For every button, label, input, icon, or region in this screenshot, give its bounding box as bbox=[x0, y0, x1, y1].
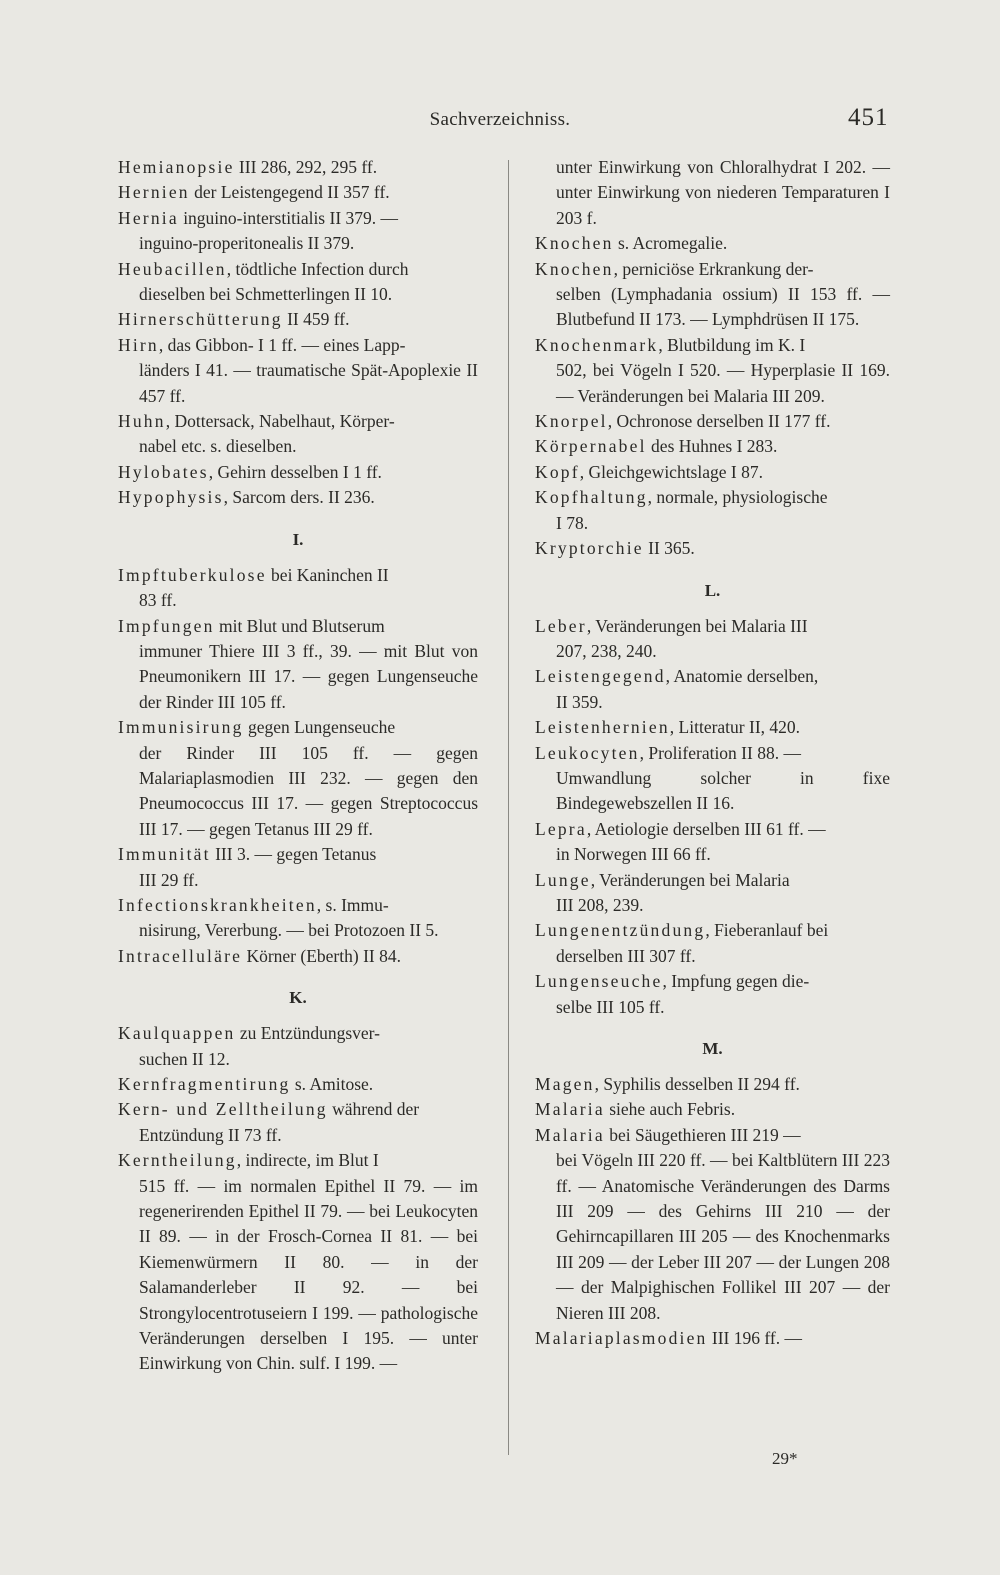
entry-continuation: 83 ff. bbox=[139, 590, 177, 611]
index-entry bbox=[118, 1097, 478, 1148]
entry-continuation: in Norwegen III 66 ff. bbox=[556, 844, 711, 865]
entry-first-line bbox=[118, 180, 478, 205]
signature-mark: 29* bbox=[772, 1449, 798, 1468]
index-entry bbox=[118, 206, 478, 257]
entry-first-line bbox=[118, 563, 478, 588]
entry-keyword: Malariaplasmodien bbox=[535, 1328, 708, 1349]
index-entry bbox=[535, 817, 890, 868]
entry-continuation: II 359. bbox=[556, 691, 603, 712]
entry-text: , Dottersack, Nabelhaut, Körper- bbox=[165, 411, 395, 432]
index-entry bbox=[118, 893, 478, 944]
entry-keyword: Impfungen bbox=[118, 615, 215, 636]
entry-keyword: Kryptorchie bbox=[535, 538, 644, 559]
entry-first-line bbox=[118, 1097, 478, 1122]
index-entry bbox=[535, 536, 890, 561]
entry-keyword: Lepra bbox=[535, 818, 587, 839]
entry-continuation: 207, 238, 240. bbox=[556, 640, 657, 661]
entry-continuation: III 29 ff. bbox=[139, 869, 199, 890]
entry-text: während der bbox=[327, 1099, 420, 1120]
entry-keyword: Körpernabel bbox=[535, 436, 647, 457]
index-entry bbox=[535, 741, 890, 817]
entry-keyword: Kopf bbox=[535, 461, 580, 482]
entry-first-line bbox=[118, 155, 478, 180]
entry-text: , Blutbildung im K. I bbox=[658, 334, 806, 355]
entry-keyword: Intracelluläre bbox=[118, 945, 243, 966]
entry-keyword: Huhn bbox=[118, 411, 166, 432]
entry-first-line bbox=[535, 536, 890, 561]
index-entry bbox=[118, 1072, 478, 1097]
entry-text: III 286, 292, 295 ff. bbox=[234, 157, 378, 177]
index-entry bbox=[535, 1072, 890, 1097]
index-entry bbox=[118, 485, 478, 510]
entry-keyword: Hypophysis bbox=[118, 487, 224, 508]
entry-text: inguino-interstitialis II 379. — bbox=[178, 207, 399, 228]
entry-continuation: suchen II 12. bbox=[139, 1048, 230, 1069]
entry-first-line bbox=[535, 1072, 890, 1097]
entry-keyword: Kerntheilung bbox=[118, 1150, 237, 1171]
entry-text: bei Kaninchen II bbox=[266, 564, 389, 585]
right-column bbox=[535, 155, 890, 1351]
section-heading: I. bbox=[292, 529, 304, 549]
entry-first-line bbox=[535, 460, 890, 485]
section-heading: L. bbox=[704, 580, 721, 600]
index-entry bbox=[535, 969, 890, 1020]
entry-keyword: Knorpel bbox=[535, 411, 608, 432]
index-entry bbox=[535, 1097, 890, 1122]
index-entry bbox=[535, 1326, 890, 1351]
index-entry bbox=[118, 409, 478, 460]
entry-keyword: Knochen bbox=[535, 233, 614, 254]
section-heading: K. bbox=[289, 988, 307, 1008]
entry-continuation: Entzündung II 73 ff. bbox=[139, 1124, 282, 1145]
entry-keyword: Immunität bbox=[118, 844, 211, 865]
index-entry bbox=[118, 460, 478, 485]
entry-text: der Leistengegend II 357 ff. bbox=[189, 182, 390, 203]
entry-text: , Proliferation II 88. — bbox=[639, 742, 801, 763]
entry-continuation: unter Einwirkung von Chloralhydrat I 202. — unter Einwirkung von niederen Temparaturen I 203 f. bbox=[556, 157, 890, 228]
entry-text: III 3. — gegen Tetanus bbox=[210, 844, 377, 865]
entry-text: , Syphilis desselben II 294 ff. bbox=[594, 1074, 800, 1094]
entry-text: III 196 ff. — bbox=[707, 1328, 802, 1349]
entry-keyword: Knochenmark bbox=[535, 334, 659, 355]
index-entry bbox=[535, 485, 890, 536]
entry-keyword: Hernia bbox=[118, 207, 179, 228]
entry-continuation: bei Vögeln III 220 ff. — bei Kaltblütern III 223 ff. — Anatomische Veränderungen des Darms III 209 — des Gehirns III 210 — der Gehirncapillaren III 205 — des Knochenmarks III 209 — der Leber III 207 — der Lungen 208 — der Malpighischen Follikel III 207 — der Nieren III 208. bbox=[556, 1150, 890, 1323]
index-entry bbox=[535, 614, 890, 665]
entry-keyword: Kern- und Zelltheilung bbox=[118, 1099, 328, 1120]
entry-continuation: nisirung, Vererbung. — bei Protozoen II 5. bbox=[139, 920, 439, 941]
entry-continuation: selbe III 105 ff. bbox=[556, 996, 665, 1017]
entry-first-line bbox=[118, 893, 478, 918]
index-entry bbox=[535, 409, 890, 434]
entry-first-line bbox=[535, 409, 890, 434]
index-entry bbox=[118, 563, 478, 614]
entry-keyword: Hylobates bbox=[118, 461, 209, 482]
entry-first-line bbox=[535, 485, 890, 510]
entry-keyword: Leukocyten bbox=[535, 742, 640, 763]
entry-continuation: I 78. bbox=[556, 512, 589, 533]
entry-first-line bbox=[118, 614, 478, 639]
index-entry bbox=[535, 460, 890, 485]
entry-text: s. Acromegalie. bbox=[613, 233, 728, 254]
index-entry bbox=[535, 868, 890, 919]
entry-keyword: Leistengegend bbox=[535, 666, 666, 687]
entry-continuation: selben (Lymphadania ossium) II 153 ff. — Blutbefund II 173. — Lymphdrüsen II 175. bbox=[556, 284, 890, 330]
entry-text: , das Gibbon- I 1 ff. — eines Lapp- bbox=[158, 334, 406, 355]
entry-first-line bbox=[118, 460, 478, 485]
entry-text: II 459 ff. bbox=[282, 309, 350, 330]
index-entry bbox=[118, 155, 478, 180]
section-heading: M. bbox=[702, 1039, 723, 1058]
entry-continuation: derselben III 307 ff. bbox=[556, 945, 696, 966]
entry-continuation: 515 ff. — im normalen Epithel II 79. — im regenerirenden Epithel II 79. — bei Leukocyten II 89. — in der Frosch-Cornea II 81. — bei Kiemenwürmern II 80. — in der Salamanderleber II 92. — bei Strongylocentrotuseiern I 199. — pathologische Veränderungen derselben I 195. — unter Einwirkung von Chin. sulf. I 199. — bbox=[139, 1175, 478, 1374]
index-entry bbox=[118, 944, 478, 969]
index-entry bbox=[118, 614, 478, 716]
entry-text: Körner (Eberth) II 84. bbox=[242, 945, 401, 966]
entry-first-line bbox=[118, 409, 478, 434]
entry-continuation: immuner Thiere III 3 ff., 39. — mit Blut von Pneumonikern III 17. — gegen Lungenseuche der Rinder III 105 ff. bbox=[139, 640, 478, 712]
entry-continuation: III 208, 239. bbox=[556, 894, 644, 915]
entry-first-line bbox=[118, 1148, 478, 1173]
entry-continuation: inguino-properitonealis II 379. bbox=[139, 233, 355, 254]
index-entry bbox=[118, 1148, 478, 1377]
entry-continuation: der Rinder III 105 ff. — gegen Malariaplasmodien III 232. — gegen den Pneumococcus III 17. — gegen Streptococcus III 17. — gegen Tetanus III 29 ff. bbox=[139, 742, 478, 839]
entry-first-line bbox=[535, 1097, 890, 1122]
index-entry bbox=[118, 257, 478, 308]
entry-first-line bbox=[535, 868, 890, 893]
entry-text: , Anatomie derselben, bbox=[665, 666, 819, 687]
entry-continuation: 502, bei Vögeln I 520. — Hyperplasie II 169. — Veränderungen bei Malaria III 209. bbox=[556, 360, 890, 406]
index-entry bbox=[535, 918, 890, 969]
entry-keyword: Immunisirung bbox=[118, 717, 244, 738]
index-entry bbox=[535, 664, 890, 715]
entry-text: , perniciöse Erkrankung der- bbox=[613, 258, 814, 279]
entry-first-line bbox=[118, 1072, 478, 1097]
entry-first-line bbox=[535, 1123, 890, 1148]
column-divider bbox=[508, 160, 509, 1455]
entry-first-line bbox=[118, 333, 478, 358]
index-entry bbox=[118, 333, 478, 409]
entry-first-line bbox=[118, 485, 478, 510]
entry-text: zu Entzündungsver- bbox=[235, 1023, 380, 1044]
entry-first-line bbox=[535, 333, 890, 358]
index-entry bbox=[118, 1021, 478, 1072]
entry-text: , Veränderungen bei Malaria III bbox=[586, 615, 808, 636]
entry-text: , Fieberanlauf bei bbox=[705, 920, 829, 941]
entry-keyword: Lungenseuche bbox=[535, 971, 663, 992]
index-entry bbox=[535, 257, 890, 333]
entry-first-line bbox=[535, 1326, 890, 1351]
entry-first-line bbox=[535, 664, 890, 689]
entry-keyword: Hirn bbox=[118, 334, 159, 355]
entry-first-line bbox=[535, 434, 890, 459]
entry-first-line bbox=[118, 307, 478, 332]
entry-keyword: Infectionskrankheiten bbox=[118, 894, 317, 915]
entry-continuation: länders I 41. — traumatische Spät-Apoplexie II 457 ff. bbox=[139, 360, 478, 406]
entry-keyword: Hemianopsie bbox=[118, 157, 235, 177]
entry-text: , Aetiologie derselben III 61 ff. — bbox=[586, 818, 826, 839]
entry-keyword: Lunge bbox=[535, 869, 591, 890]
entry-keyword: Malaria bbox=[535, 1124, 605, 1145]
entry-first-line bbox=[535, 817, 890, 842]
entry-text: , tödtliche Infection durch bbox=[226, 258, 409, 279]
entry-first-line bbox=[535, 614, 890, 639]
entry-first-line bbox=[535, 969, 890, 994]
index-entry bbox=[118, 715, 478, 842]
entry-first-line bbox=[535, 741, 890, 766]
page-number: 451 bbox=[848, 104, 889, 131]
entry-text: , Sarcom ders. II 236. bbox=[223, 487, 375, 508]
index-entry bbox=[535, 333, 890, 409]
entry-text: II 365. bbox=[643, 538, 695, 559]
entry-text: , Gleichgewichtslage I 87. bbox=[579, 461, 763, 482]
entry-text: , normale, physiologische bbox=[647, 487, 828, 508]
index-entry bbox=[118, 842, 478, 893]
entry-first-line bbox=[118, 715, 478, 740]
entry-text: , Litteratur II, 420. bbox=[669, 717, 801, 738]
entry-first-line bbox=[118, 842, 478, 867]
entry-text: s. Amitose. bbox=[290, 1074, 374, 1094]
entry-first-line bbox=[118, 944, 478, 969]
index-entry bbox=[535, 155, 890, 231]
entry-first-line bbox=[535, 918, 890, 943]
entry-keyword: Magen bbox=[535, 1074, 595, 1094]
entry-keyword: Hirnerschütterung bbox=[118, 309, 283, 330]
entry-keyword: Impftuberkulose bbox=[118, 564, 267, 585]
entry-keyword: Leistenhernien bbox=[535, 717, 670, 738]
entry-first-line bbox=[118, 206, 478, 231]
entry-text: , Impfung gegen die- bbox=[662, 971, 810, 992]
entry-keyword: Hernien bbox=[118, 182, 190, 203]
entry-keyword: Leber bbox=[535, 615, 587, 636]
entry-text: gegen Lungenseuche bbox=[243, 717, 396, 738]
entry-keyword: Malaria bbox=[535, 1099, 605, 1120]
entry-first-line bbox=[118, 1021, 478, 1046]
index-entry bbox=[535, 434, 890, 459]
entry-text: , Gehirn desselben I 1 ff. bbox=[208, 461, 382, 482]
index-entry bbox=[535, 231, 890, 256]
index-entry bbox=[118, 180, 478, 205]
entry-text: siehe auch Febris. bbox=[604, 1099, 736, 1120]
entry-text: , Ochronose derselben II 177 ff. bbox=[607, 411, 831, 432]
entry-first-line bbox=[118, 257, 478, 282]
entry-first-line bbox=[535, 257, 890, 282]
entry-keyword: Heubacillen bbox=[118, 258, 227, 279]
entry-text: , indirecte, im Blut I bbox=[236, 1150, 379, 1171]
entry-keyword: Kopfhaltung bbox=[535, 487, 648, 508]
entry-keyword: Knochen bbox=[535, 258, 614, 279]
entry-text: , Veränderungen bei Malaria bbox=[590, 869, 790, 890]
entry-continuation: nabel etc. s. dieselben. bbox=[139, 436, 297, 457]
entry-keyword: Lungenentzündung bbox=[535, 920, 706, 941]
entry-first-line bbox=[535, 715, 890, 740]
index-entry bbox=[118, 307, 478, 332]
entry-continuation: Umwandlung solcher in fixe Bindegewebszellen II 16. bbox=[556, 767, 890, 814]
entry-text: des Huhnes I 283. bbox=[646, 436, 778, 457]
entry-text: bei Säugethieren III 219 — bbox=[604, 1124, 801, 1145]
index-entry bbox=[535, 715, 890, 740]
running-header: Sachverzeichniss. bbox=[429, 109, 571, 130]
entry-keyword: Kernfragmentirung bbox=[118, 1074, 291, 1094]
entry-first-line bbox=[535, 231, 890, 256]
entry-keyword: Kaulquappen bbox=[118, 1023, 236, 1044]
entry-continuation: dieselben bei Schmetterlingen II 10. bbox=[139, 284, 393, 305]
left-column bbox=[118, 155, 478, 1377]
index-entry bbox=[535, 1123, 890, 1326]
entry-text: , s. Immu- bbox=[316, 894, 389, 915]
entry-text: mit Blut und Blutserum bbox=[214, 615, 385, 636]
